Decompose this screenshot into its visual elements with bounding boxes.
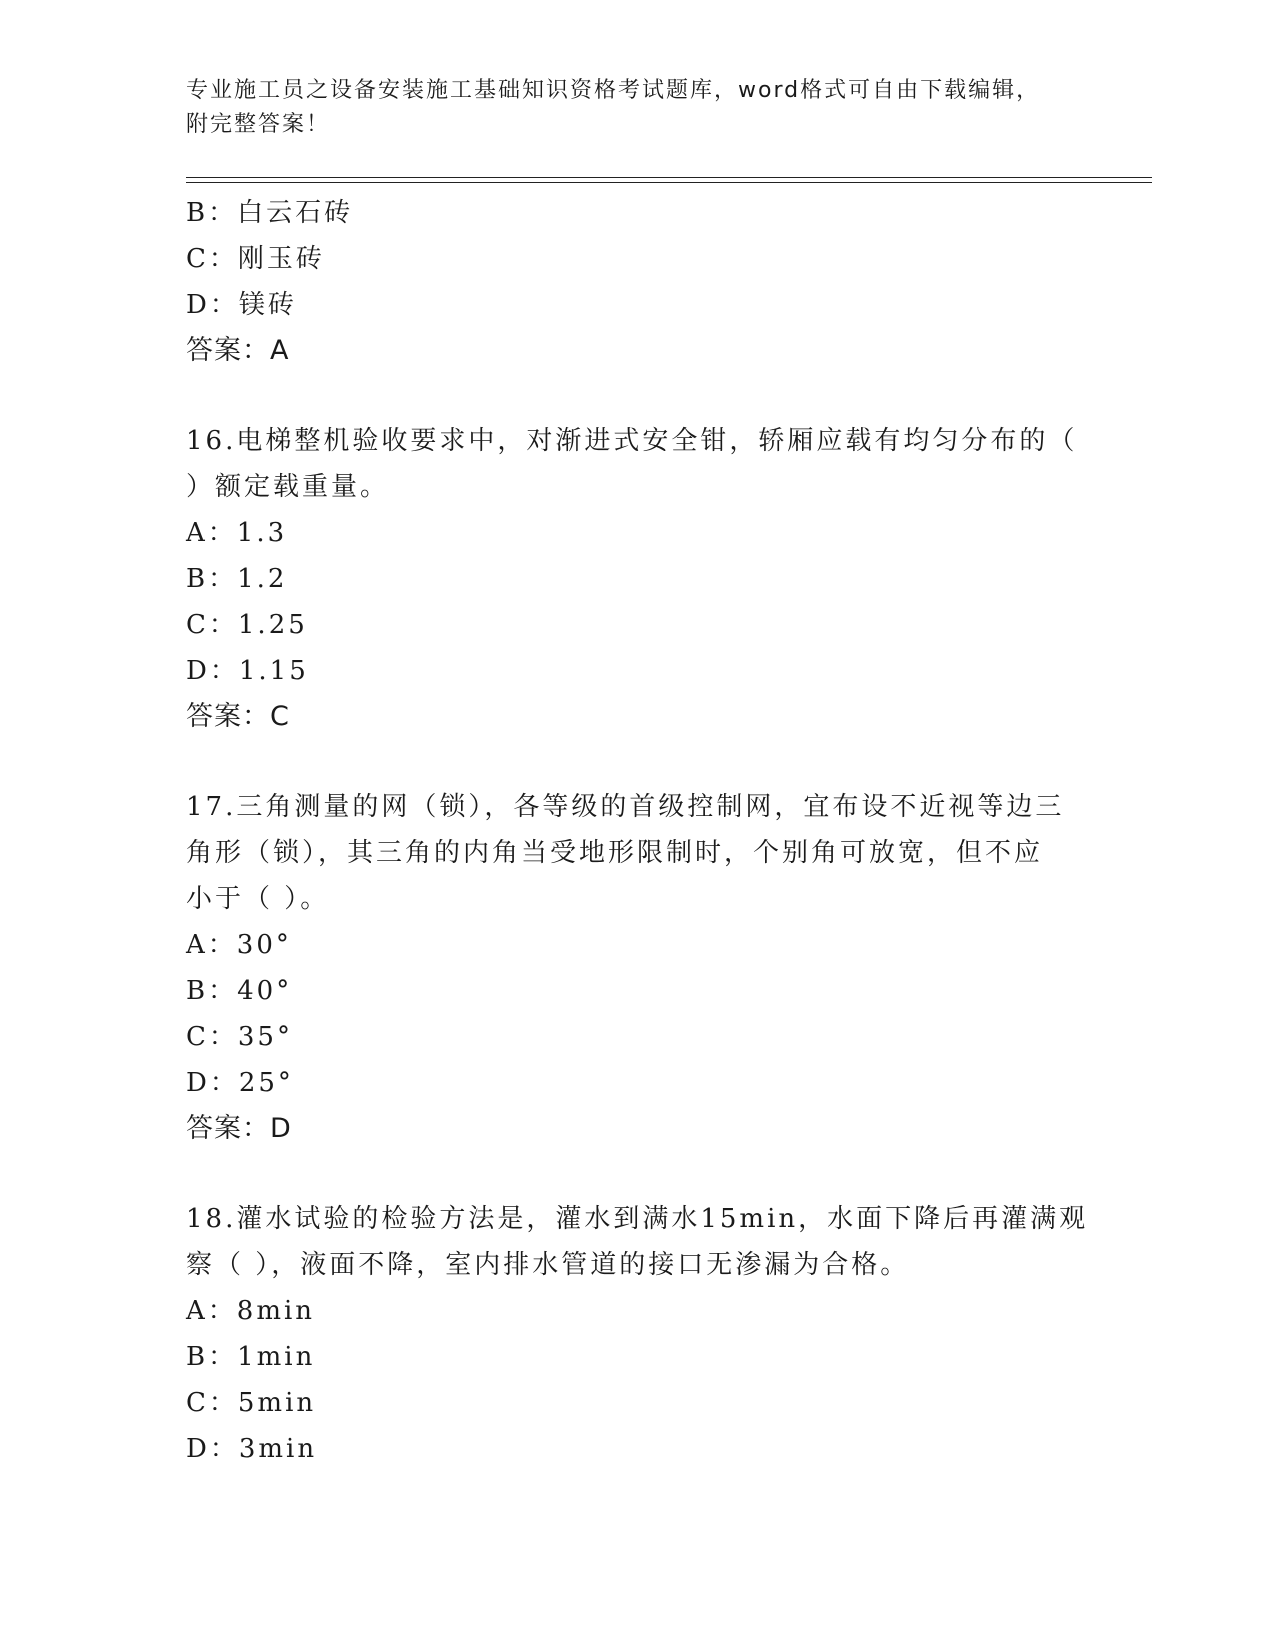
spacer xyxy=(186,374,1086,418)
question-18 xyxy=(186,1196,1089,1472)
header-title-line-1: 专业施工员之设备安装施工基础知识资格考试题库，word格式可自由下载编辑， xyxy=(186,78,1041,103)
option-b: B：1min xyxy=(186,1342,316,1372)
option-d: D：3min xyxy=(186,1434,318,1464)
question-15-continued xyxy=(186,190,1086,374)
document-header xyxy=(186,74,1086,142)
answer-line: 答案：D xyxy=(186,1113,292,1144)
option-a: A：1.3 xyxy=(186,518,288,548)
question-stem-line: 小于（ ）。 xyxy=(186,884,330,914)
answer-line: 答案：A xyxy=(186,335,290,366)
option-c: C：1.25 xyxy=(186,610,308,640)
option-c: C：刚玉砖 xyxy=(186,244,325,274)
option-d: D：镁砖 xyxy=(186,290,297,320)
option-b: B：40° xyxy=(186,976,293,1006)
option-a: A：8min xyxy=(186,1296,316,1326)
question-stem-line: 察（ ），液面不降，室内排水管道的接口无渗漏为合格。 xyxy=(186,1250,910,1280)
question-list xyxy=(186,190,1089,1472)
option-d: D：25° xyxy=(186,1068,294,1098)
header-title-line-2: 附完整答案！ xyxy=(186,112,331,137)
header-divider-bottom xyxy=(186,182,1152,183)
header-divider-top xyxy=(186,177,1152,178)
option-a: A：30° xyxy=(186,930,292,960)
question-16 xyxy=(186,418,1086,740)
question-stem-line: ）额定载重量。 xyxy=(186,472,390,502)
option-b: B：1.2 xyxy=(186,564,288,594)
option-d: D：1.15 xyxy=(186,656,309,686)
question-stem-line: 17.三角测量的网（锁），各等级的首级控制网，宜布设不近视等边三 xyxy=(186,792,1065,822)
spacer xyxy=(186,1152,1086,1196)
question-17 xyxy=(186,784,1086,1152)
question-stem-line: 18.灌水试验的检验方法是，灌水到满水15min，水面下降后再灌满观 xyxy=(186,1204,1089,1234)
question-stem-line: 16.电梯整机验收要求中，对渐进式安全钳，轿厢应载有均匀分布的（ xyxy=(186,426,1078,456)
answer-line: 答案：C xyxy=(186,701,290,732)
option-c: C：35° xyxy=(186,1022,293,1052)
spacer xyxy=(186,740,1086,784)
question-stem-line: 角形（锁），其三角的内角当受地形限制时，个别角可放宽，但不应 xyxy=(186,838,1044,868)
option-c: C：5min xyxy=(186,1388,317,1418)
option-b: B：白云石砖 xyxy=(186,198,354,228)
document-page xyxy=(186,0,1146,1650)
